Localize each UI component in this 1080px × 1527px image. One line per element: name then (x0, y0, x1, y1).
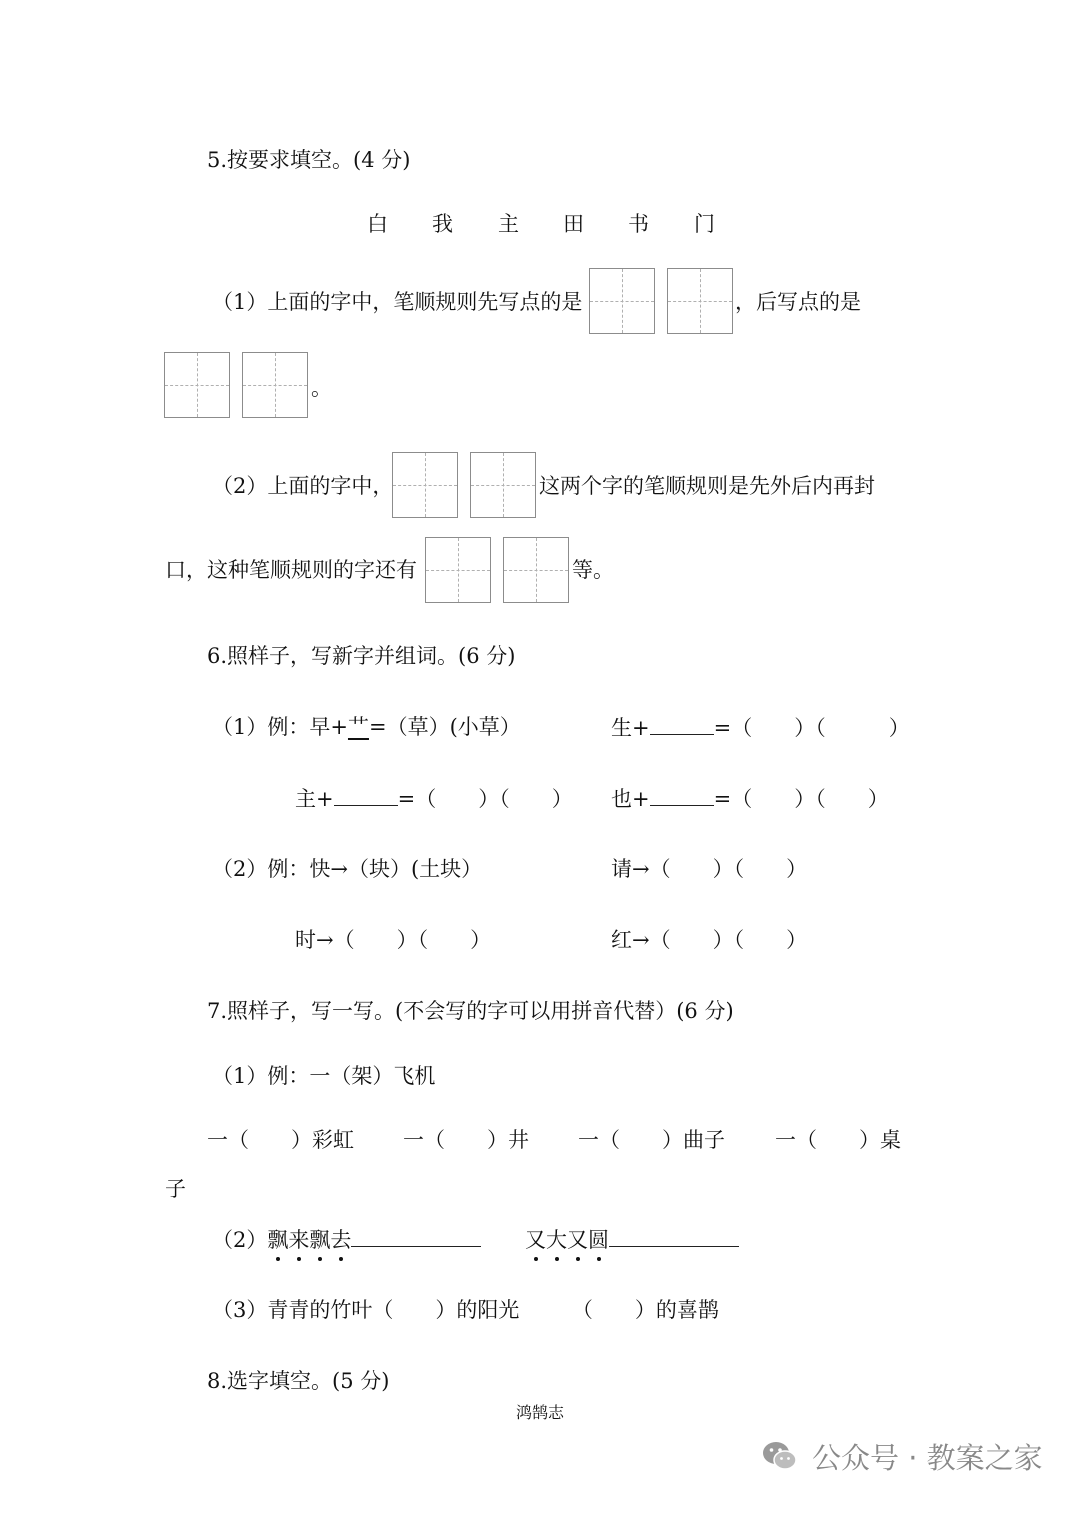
q5-char: 白 (367, 212, 388, 236)
q5-char: 书 (628, 212, 649, 236)
q6-hong-line: 红→（ ）（ ） (611, 928, 808, 952)
q6-sheng: 生+ (611, 716, 650, 740)
q5-char: 主 (498, 212, 519, 236)
q8-title: 8.选字填空。(5 分) (207, 1369, 390, 1393)
q6-p1-rest: =（草）(小草） (368, 715, 521, 739)
dotted-char: 圆 (588, 1225, 609, 1255)
q5-p2-end: 等。 (572, 558, 614, 582)
q7-p3-line: （3）青青的竹叶（ ）的阳光 （ ）的喜鹊 (212, 1298, 719, 1322)
q6-paren: =（ ）（ ） (397, 787, 573, 811)
answer-blank[interactable] (609, 1224, 739, 1247)
q7-measure-item: 一（ ）彩虹 (207, 1128, 354, 1152)
writing-grid-box[interactable] (589, 268, 655, 334)
q6-p1-label: （1）例：早+ (212, 715, 348, 739)
q7-p2-line (212, 1224, 481, 1255)
q6-p2-example: （2）例：快→（块）(土块） (212, 857, 483, 881)
dotted-char: 大 (546, 1225, 567, 1255)
q7-p2-word-a (267, 1228, 351, 1252)
answer-blank[interactable] (334, 783, 398, 806)
q6-title: 6.照样子，写新字并组词。(6 分) (207, 644, 516, 668)
writing-grid-box[interactable] (667, 268, 733, 334)
writing-grid-box[interactable] (242, 352, 308, 418)
watermark-text: 公众号 · 教案之家 (812, 1440, 1043, 1475)
answer-blank[interactable] (650, 783, 714, 806)
page-footer: 鸿鹄志 (515, 1403, 564, 1422)
writing-grid-box[interactable] (425, 537, 491, 603)
q6-qing-line: 请→（ ）（ ） (611, 857, 808, 881)
q5-char: 门 (694, 212, 715, 236)
dotted-char: 飘 (309, 1225, 330, 1255)
q7-title: 7.照样子，写一写。(不会写的字可以用拼音代替）(6 分) (207, 999, 734, 1023)
q6-sheng-line (611, 712, 910, 743)
q7-measure-wrap: 子 (165, 1177, 186, 1201)
q6-shi-line: 时→（ ）（ ） (295, 928, 492, 952)
q5-char: 田 (563, 212, 584, 236)
q5-p1-text: （1）上面的字中，笔顺规则先写点的是 (212, 290, 583, 314)
q7-measure-item: 一（ ）曲子 (578, 1128, 725, 1152)
q6-zhu: 主+ (295, 787, 334, 811)
q6-paren: =（ ）（ ） (713, 716, 910, 740)
writing-grid-box[interactable] (164, 352, 230, 418)
q6-ye-line (611, 783, 889, 814)
dotted-char: 去 (330, 1225, 351, 1255)
answer-blank[interactable] (650, 712, 714, 735)
q5-p1-text-b: ，后写点的是 (735, 290, 861, 314)
q5-p2-text-c: 口，这种笔顺规则的字还有 (165, 558, 417, 582)
q6-paren: =（ ）（ ） (713, 787, 889, 811)
q7-p1-example: （1）例：一（架）飞机 (212, 1064, 436, 1088)
writing-grid-box[interactable] (392, 452, 458, 518)
watermark (760, 1428, 1043, 1484)
q5-p1-end: 。 (311, 376, 332, 400)
q5-p2-text: （2）上面的字中， (212, 474, 394, 498)
answer-blank[interactable] (351, 1224, 481, 1247)
wechat-icon (760, 1436, 800, 1476)
q5-title: 5.按要求填空。(4 分) (207, 148, 411, 172)
q7-p2-label: （2） (212, 1228, 268, 1252)
dotted-char: 又 (525, 1225, 546, 1255)
q6-ye: 也+ (611, 787, 650, 811)
q7-measure-item: 一（ ）井 (403, 1128, 529, 1152)
q6-zhu-line (295, 783, 573, 814)
writing-grid-box[interactable] (470, 452, 536, 518)
q6-p1-example (212, 712, 521, 742)
q5-p2-text-b: 这两个字的笔顺规则是先外后内再封 (539, 474, 875, 498)
q7-measure-item: 一（ ）桌 (775, 1128, 901, 1152)
q5-char: 我 (432, 212, 453, 236)
dotted-char: 来 (288, 1225, 309, 1255)
dotted-char: 飘 (267, 1225, 288, 1255)
q6-p1-radical: 艹 (347, 715, 369, 739)
writing-grid-box[interactable] (503, 537, 569, 603)
dotted-char: 又 (567, 1225, 588, 1255)
q7-p2-word-b (525, 1224, 739, 1255)
